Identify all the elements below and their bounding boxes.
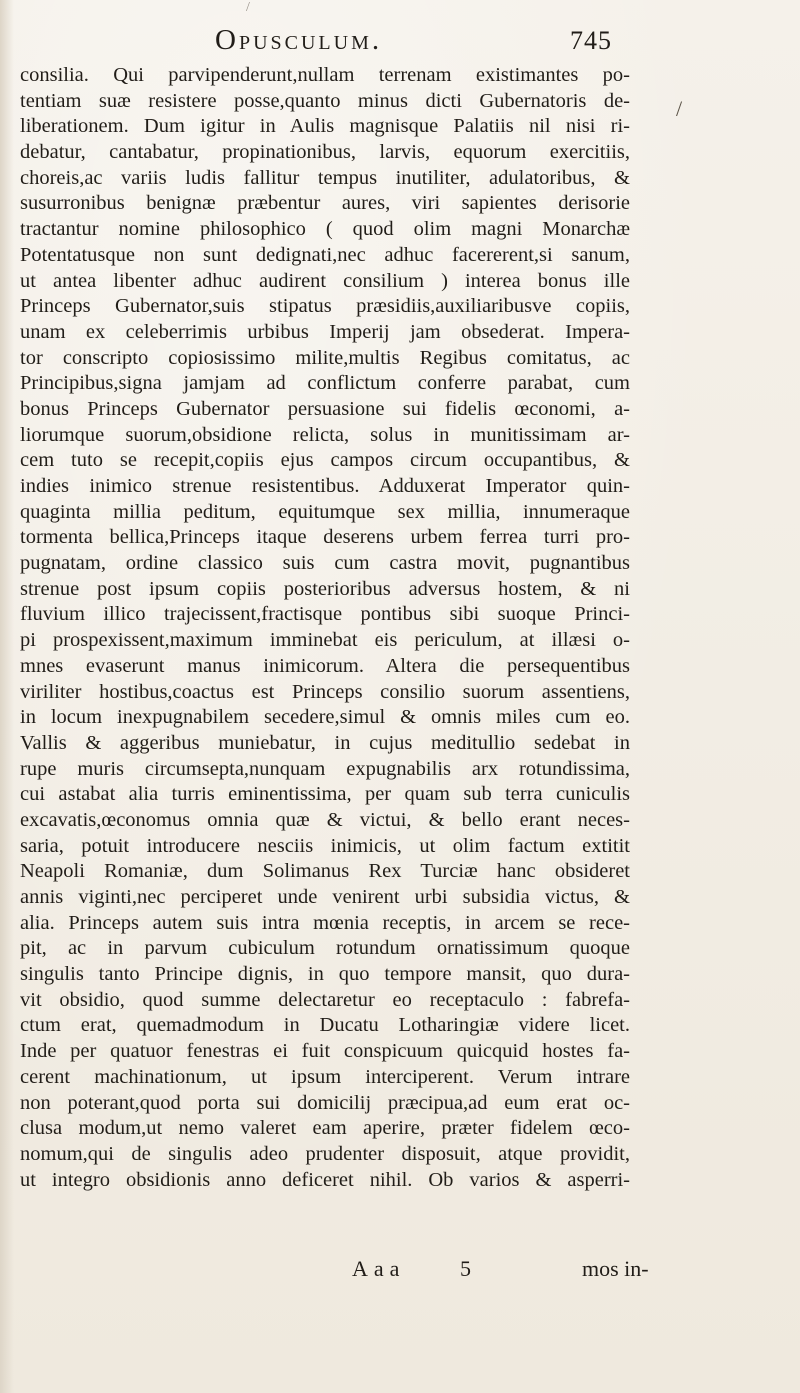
text-line: susurronibus benignæ præbentur aures, viri sapientes derisorie: [20, 192, 630, 215]
page-footer: [0, 1256, 800, 1286]
text-line: cui astabat alia turris eminentissima, per quam sub terra cuniculis: [20, 783, 630, 806]
text-line: unam ex celeberrimis urbibus Imperij jam obsederat. Impera-: [20, 320, 630, 343]
text-line: ut integro obsidionis anno deficeret nihil. Ob varios & asperri-: [20, 1168, 630, 1191]
text-line: choreis,ac variis ludis fallitur tempus inutiliter, adulatoribus, &: [20, 166, 630, 189]
text-line: excavatis,œconomus omnia quæ & victui, & bello erant neces-: [20, 808, 630, 831]
text-line: pit, ac in parvum cubiculum rotundum ornatissimum quoque: [20, 937, 630, 960]
text-line: Vallis & aggeribus muniebatur, in cujus meditullio sedebat in: [20, 731, 630, 754]
text-line: Neapoli Romaniæ, dum Solimanus Rex Turciæ hanc obsideret: [20, 860, 630, 883]
text-line: debatur, cantabatur, propinationibus, larvis, equorum exercitiis,: [20, 141, 630, 164]
text-line: tractantur nomine philosophico ( quod olim magni Monarchæ: [20, 218, 630, 241]
text-line: cerent machinationum, ut ipsum interciperent. Verum intrare: [20, 1065, 630, 1088]
text-line: alia. Princeps autem suis intra mœnia receptis, in arcem se rece-: [20, 911, 630, 934]
text-line: vit obsidio, quod summe delectaretur eo receptaculo : fabrefa-: [20, 988, 630, 1011]
running-head: Opusculum.: [215, 24, 383, 56]
text-line: fluvium illico trajecissent,fractisque pontibus sibi suoque Princi-: [20, 603, 630, 626]
text-line: singulis tanto Principe dignis, in quo tempore mansit, quo dura-: [20, 963, 630, 986]
text-line: Inde per quatuor fenestras ei fuit conspicuum quicquid hostes fa-: [20, 1040, 630, 1063]
text-line: annis viginti,nec perciperet unde venirent urbi subsidia victus, &: [20, 886, 630, 908]
text-line: in locum inexpugnabilem secedere,simul & omnis miles cum eo.: [20, 706, 630, 729]
text-line: liorumque suorum,obsidione relicta, solus in munitissimam ar-: [20, 423, 630, 446]
signature-number: 5: [460, 1256, 471, 1281]
text-line: nomum,qui de singulis adeo prudenter disposuit, atque providit,: [20, 1142, 630, 1165]
text-line: Princeps Gubernator,suis stipatus præsidiis,auxiliaribusve copiis,: [20, 295, 630, 318]
page-number: 745: [570, 26, 612, 55]
text-line: tentiam suæ resistere posse,quanto minus dicti Gubernatoris de-: [20, 89, 630, 112]
text-line: quaginta millia peditum, equitumque sex millia, innumeraque: [20, 500, 630, 523]
margin-small-mark: /: [246, 0, 250, 15]
text-line: saria, potuit introducere nesciis inimicis, ut olim factum extitit: [20, 834, 630, 857]
text-line: tor conscripto copiosissimo milite,multis Regibus comitatus, ac: [20, 346, 630, 369]
text-line: non poterant,quod porta sui domicilij præcipua,ad eum erat oc-: [20, 1091, 630, 1114]
text-line: cem tuto se recepit,copiis ejus campos circum occupantibus, &: [20, 449, 630, 472]
text-line: ctum erat, quemadmodum in Ducatu Lotharingiæ videre licet.: [20, 1014, 630, 1037]
text-line: mnes evaserunt manus inimicorum. Altera die persequentibus: [20, 654, 630, 677]
text-line: indies inimico strenue resistentibus. Adduxerat Imperator quin-: [20, 475, 630, 497]
margin-slash-mark: /: [676, 96, 683, 121]
text-line: clusa modum,ut nemo valeret eam aperire, præter fidelem œco-: [20, 1117, 630, 1140]
text-line: pugnatam, ordine classico suis cum castra movit, pugnantibus: [20, 552, 630, 575]
text-line: Principibus,signa jamjam ad conflictum conferre parabat, cum: [20, 372, 630, 395]
text-line: pi prospexissent,maximum imminebat eis periculum, at illæsi o-: [20, 629, 630, 652]
text-line: viriliter hostibus,coactus est Princeps consilio suorum assentiens,: [20, 680, 630, 703]
page-gutter-edge: [0, 0, 14, 1393]
text-line: bonus Princeps Gubernator persuasione sui fidelis œconomi, a-: [20, 397, 630, 420]
catchword: mos in-: [582, 1256, 649, 1281]
text-line: rupe muris circumsepta,nunquam expugnabilis arx rotundissima,: [20, 757, 630, 780]
text-line: consilia. Qui parvipenderunt,nullam terrenam existimantes po-: [20, 64, 630, 86]
page-header: [0, 20, 800, 64]
text-line: tormenta bellica,Princeps itaque deserens urbem ferrea turri pro-: [20, 526, 630, 549]
body-text: [20, 63, 630, 1193]
text-line: ut antea libenter adhuc audirent consilium ) interea bonus ille: [20, 269, 630, 292]
signature-mark: Aaa: [352, 1256, 406, 1281]
text-line: liberationem. Dum igitur in Aulis magnisque Palatiis nil nisi ri-: [20, 115, 630, 138]
text-line: Potentatusque non sunt dedignati,nec adhuc facererent,si sanum,: [20, 243, 630, 266]
text-line: strenue post ipsum copiis posterioribus adversus hostem, & ni: [20, 577, 630, 600]
